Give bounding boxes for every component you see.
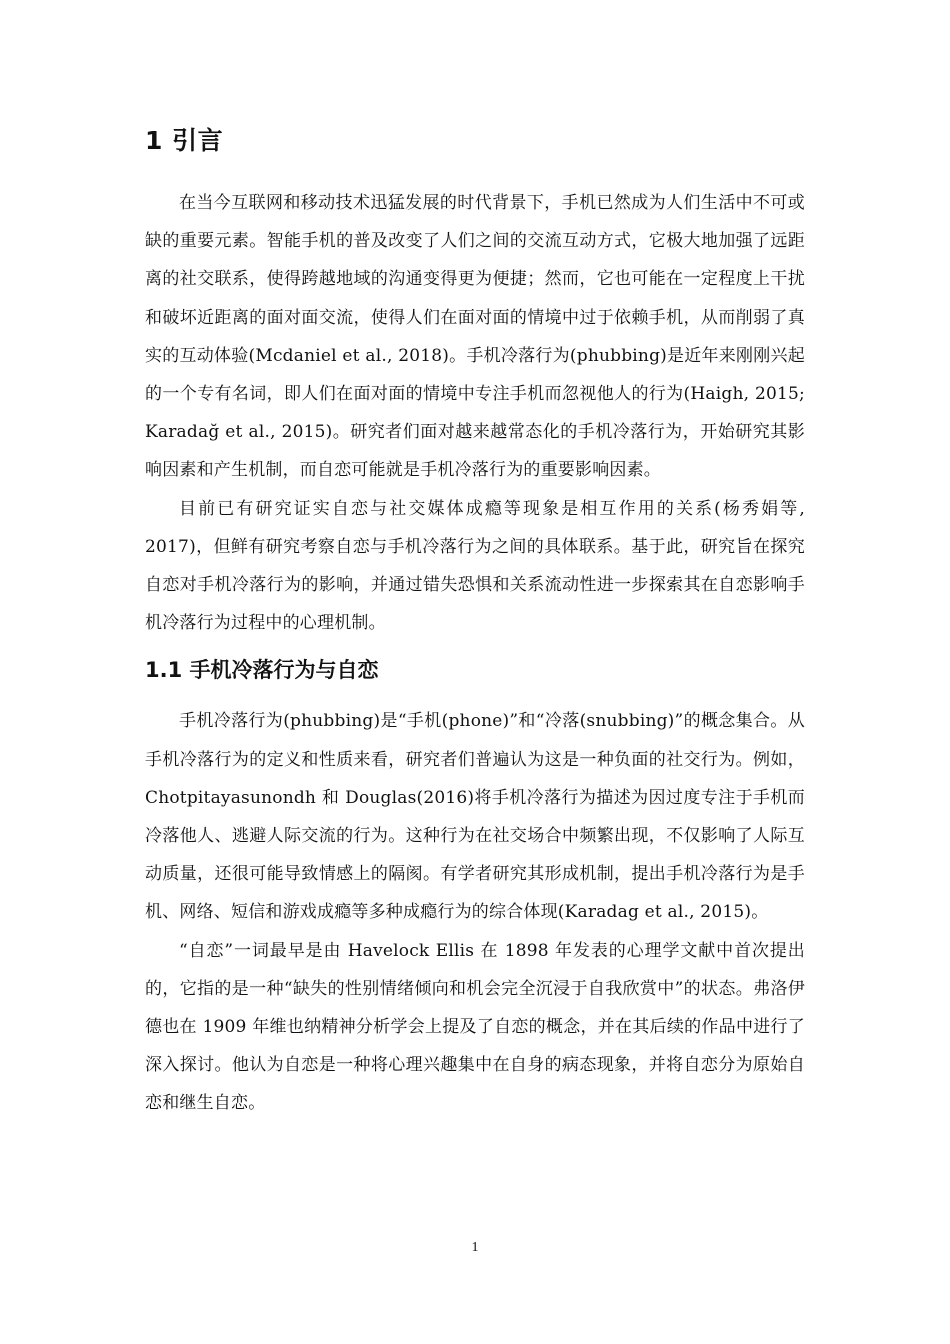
body-paragraph: 在当今互联网和移动技术迅猛发展的时代背景下，手机已然成为人们生活中不可或缺的重要元素。智能手机的普及改变了人们之间的交流互动方式，它极大地加强了远距离的社交联系，使得跨越地域的沟通变得更为便捷；然而，它也可能在一定程度上干扰和破坏近距离的面对面交流，使得人们在面对面的情境中过于依赖手机，从而削弱了真实的互动体验(Mcdaniel et al., 2018)。手机冷落行为(phubbing)是近年来刚刚兴起的一个专有名词，即人们在面对面的情境中专注手机而忽视他人的行为(Haigh, 2015; Karadağ et al., 2015)。研究者们面对越来越常态化的手机冷落行为，开始研究其影响因素和产生机制，而自恋可能就是手机冷落行为的重要影响因素。: [145, 193, 805, 481]
page-content: [145, 122, 805, 1123]
body-paragraph: 手机冷落行为(phubbing)是“手机(phone)”和“冷落(snubbing)”的概念集合。从手机冷落行为的定义和性质来看，研究者们普遍认为这是一种负面的社交行为。例如，Chotpitayasunondh 和 Douglas(2016)将手机冷落行为描述为因过度专注于手机而冷落他人、逃避人际交流的行为。这种行为在社交场合中频繁出现，不仅影响了人际互动质量，还很可能导致情感上的隔阂。有学者研究其形成机制，提出手机冷落行为是手机、网络、短信和游戏成瘾等多种成瘾行为的综合体现(Karadag et al., 2015)。: [145, 711, 805, 923]
page-number: 1: [471, 1240, 479, 1255]
body-paragraph: 目前已有研究证实自恋与社交媒体成瘾等现象是相互作用的关系(杨秀娟等, 2017)，但鲜有研究考察自恋与手机冷落行为之间的具体联系。基于此，研究旨在探究自恋对手机冷落行为的影响，并通过错失恐惧和关系流动性进一步探索其在自恋影响手机冷落行为过程中的心理机制。: [145, 498, 805, 634]
body-paragraph: “自恋”一词最早是由 Havelock Ellis 在 1898 年发表的心理学文献中首次提出的，它指的是一种“缺失的性别情绪倾向和机会完全沉浸于自我欣赏中”的状态。弗洛伊德也在 1909 年维也纳精神分析学会上提及了自恋的概念，并在其后续的作品中进行了深入探讨。他认为自恋是一种将心理兴趣集中在自身的病态现象，并将自恋分为原始自恋和继生自恋。: [145, 940, 805, 1114]
section-title: 1 引言: [145, 126, 224, 155]
subsection-title: 1.1 手机冷落行为与自恋: [145, 658, 379, 683]
